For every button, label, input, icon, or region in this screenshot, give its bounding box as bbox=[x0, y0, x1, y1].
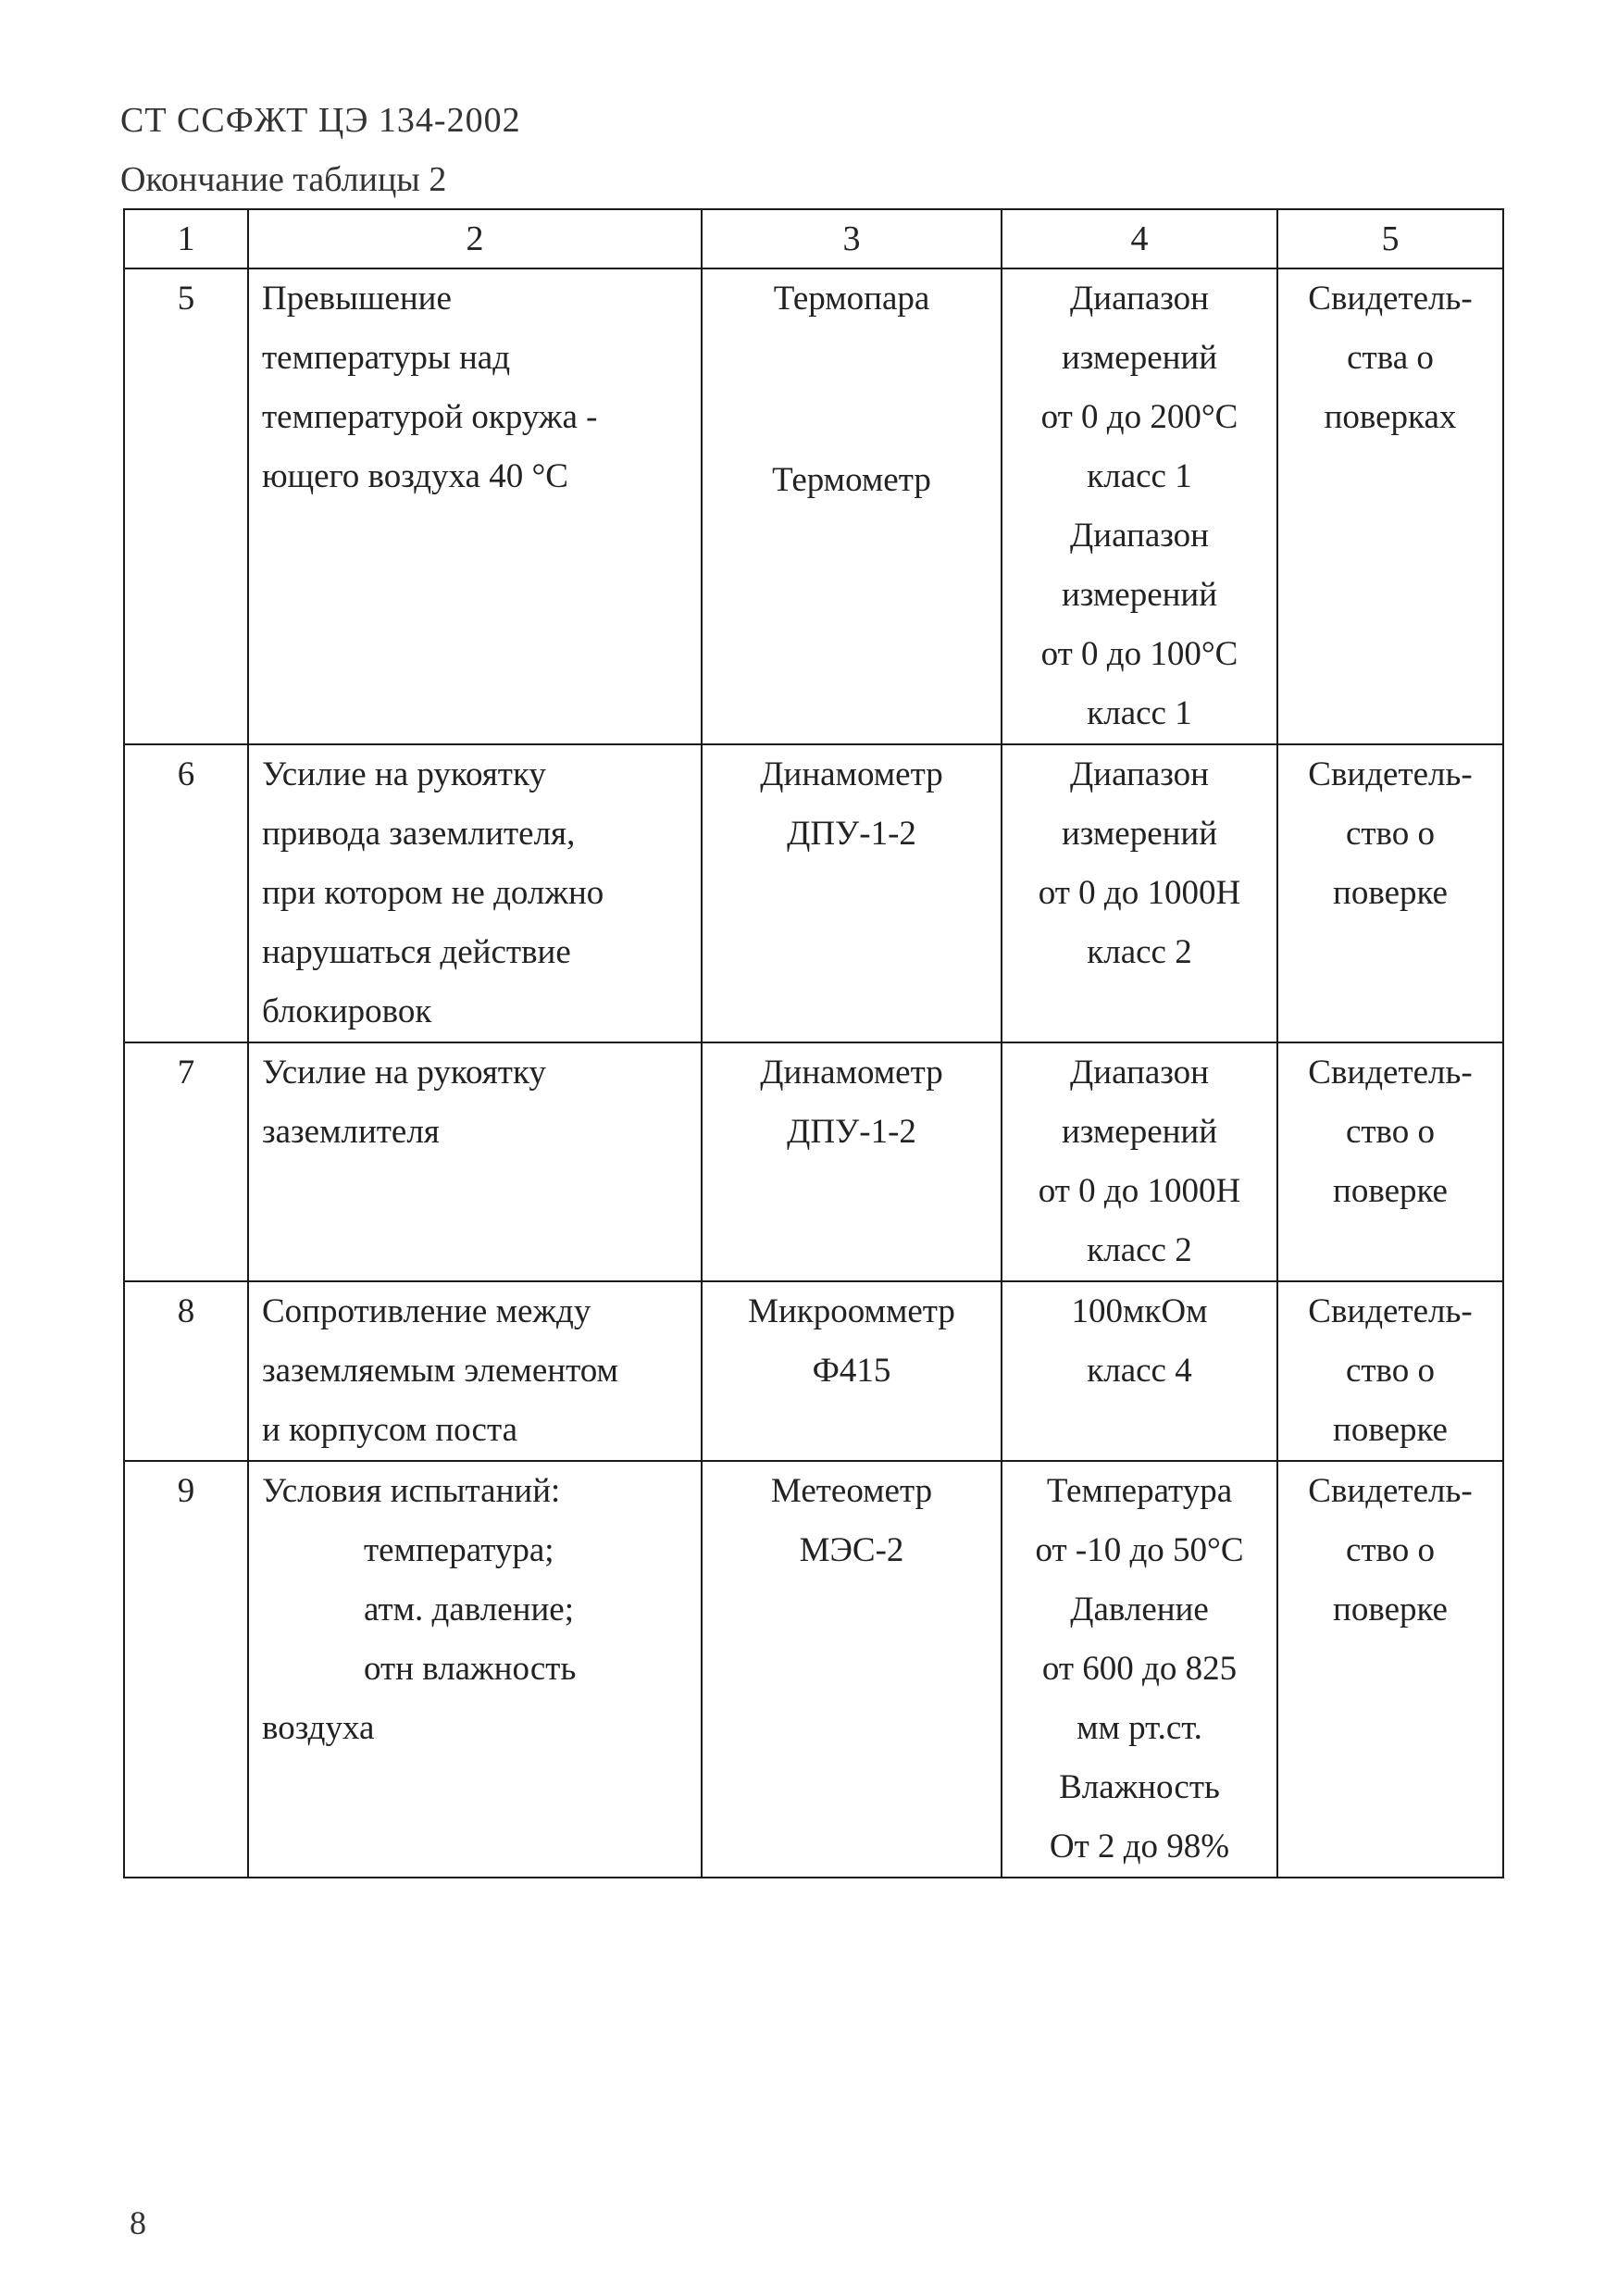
instrument-line: Микроомметр bbox=[748, 1292, 955, 1330]
range-line: от 600 до 825 bbox=[1041, 1650, 1238, 1688]
document-cell bbox=[1277, 1281, 1503, 1461]
parameter-line: температурой окружа - bbox=[262, 398, 598, 436]
instrument-line: Термопара bbox=[773, 280, 930, 318]
range-line: Диапазон bbox=[1070, 755, 1209, 793]
parameter-cell bbox=[248, 744, 702, 1042]
range-line: измерений bbox=[1061, 576, 1218, 614]
range-line: класс 2 bbox=[1087, 933, 1192, 971]
instrument-line: Динамометр bbox=[760, 755, 943, 793]
range-line: от -10 до 50°С bbox=[1035, 1531, 1244, 1569]
column-number-row bbox=[124, 209, 1503, 268]
document-line: Свидетель- bbox=[1308, 755, 1473, 793]
row-number-cell bbox=[124, 268, 248, 744]
instrument-cell bbox=[702, 1042, 1002, 1281]
range-line: Влажность bbox=[1059, 1768, 1220, 1806]
parameter-line: температура; bbox=[364, 1531, 554, 1569]
instrument-line: ДПУ-1-2 bbox=[787, 815, 916, 853]
range-line: от 0 до 100°С bbox=[1040, 635, 1238, 673]
document-cell bbox=[1277, 1042, 1503, 1281]
row-number: 6 bbox=[177, 755, 195, 793]
instrument-cell bbox=[702, 744, 1002, 1042]
parameter-line: ющего воздуха 40 °С bbox=[262, 457, 568, 495]
column-number-5: 5 bbox=[1277, 209, 1503, 268]
range-line: Давление bbox=[1070, 1591, 1209, 1628]
parameter-line: при котором не должно bbox=[262, 874, 604, 912]
row-number: 5 bbox=[177, 280, 195, 318]
instrument-line: МЭС-2 bbox=[799, 1531, 904, 1569]
range-line: От 2 до 98% bbox=[1049, 1828, 1230, 1866]
row-number-cell bbox=[124, 1461, 248, 1878]
parameter-cell bbox=[248, 1461, 702, 1878]
instrument-cell bbox=[702, 268, 1002, 744]
parameter-line: Сопротивление между bbox=[262, 1292, 591, 1330]
parameter-line: Условия испытаний: bbox=[262, 1472, 561, 1510]
parameter-line: Усилие на рукоятку bbox=[262, 1054, 546, 1092]
document-line: Свидетель- bbox=[1308, 1472, 1473, 1510]
range-line: 100мкОм bbox=[1071, 1292, 1208, 1330]
instrument-line: Ф415 bbox=[812, 1352, 891, 1390]
range-line: класс 1 bbox=[1087, 694, 1192, 732]
instrument-cell bbox=[702, 1461, 1002, 1878]
parameter-line: заземлителя bbox=[262, 1113, 440, 1151]
document-line: поверках bbox=[1324, 398, 1457, 436]
range-line: Диапазон bbox=[1070, 280, 1209, 318]
document-line: поверке bbox=[1333, 1172, 1448, 1210]
document-line: поверке bbox=[1333, 1591, 1448, 1628]
parameter-line: заземляемым элементом bbox=[262, 1352, 618, 1390]
range-cell bbox=[1002, 1281, 1277, 1461]
document-cell bbox=[1277, 744, 1503, 1042]
row-number-cell bbox=[124, 1281, 248, 1461]
range-cell bbox=[1002, 268, 1277, 744]
instrument-line: Динамометр bbox=[760, 1054, 943, 1092]
row-number-cell bbox=[124, 744, 248, 1042]
range-line: Диапазон bbox=[1070, 517, 1209, 555]
document-line: ства о bbox=[1347, 339, 1434, 377]
verification-table bbox=[123, 208, 1504, 1878]
document-line: ство о bbox=[1345, 1113, 1436, 1151]
instrument-line: ДПУ-1-2 bbox=[787, 1113, 916, 1151]
range-line: класс 1 bbox=[1087, 457, 1192, 495]
table-row bbox=[124, 1281, 1503, 1461]
range-line: измерений bbox=[1061, 1113, 1218, 1151]
range-line: измерений bbox=[1061, 339, 1218, 377]
document-line: ство о bbox=[1345, 815, 1436, 853]
document-line: поверке bbox=[1333, 1411, 1448, 1449]
parameter-line: воздуха bbox=[262, 1709, 375, 1747]
range-line: класс 2 bbox=[1087, 1231, 1192, 1269]
parameter-line: нарушаться действие bbox=[262, 933, 571, 971]
parameter-cell bbox=[248, 268, 702, 744]
range-line: от 0 до 1000Н bbox=[1038, 874, 1241, 912]
range-line: Диапазон bbox=[1070, 1054, 1209, 1092]
table-caption: Окончание таблицы 2 bbox=[120, 160, 447, 199]
instrument-line: Термометр bbox=[772, 461, 931, 499]
parameter-line: Усилие на рукоятку bbox=[262, 755, 546, 793]
column-number-1: 1 bbox=[124, 209, 248, 268]
range-line: измерений bbox=[1061, 815, 1218, 853]
document-code: СТ ССФЖТ ЦЭ 134-2002 bbox=[120, 101, 521, 140]
instrument-line: Метеометр bbox=[770, 1472, 933, 1510]
row-number: 7 bbox=[177, 1054, 195, 1092]
range-line: класс 4 bbox=[1087, 1352, 1192, 1390]
table-row bbox=[124, 1461, 1503, 1878]
table-row bbox=[124, 744, 1503, 1042]
table-row bbox=[124, 1042, 1503, 1281]
instrument-cell bbox=[702, 1281, 1002, 1461]
row-number-cell bbox=[124, 1042, 248, 1281]
range-cell bbox=[1002, 744, 1277, 1042]
table-row bbox=[124, 268, 1503, 744]
document-line: Свидетель- bbox=[1308, 1054, 1473, 1092]
row-number: 9 bbox=[177, 1472, 195, 1510]
range-line: мм рт.ст. bbox=[1077, 1709, 1202, 1747]
document-line: Свидетель- bbox=[1308, 1292, 1473, 1330]
document-line: Свидетель- bbox=[1308, 280, 1473, 318]
document-cell bbox=[1277, 1461, 1503, 1878]
document-line: ство о bbox=[1345, 1352, 1436, 1390]
parameter-line: и корпусом поста bbox=[262, 1411, 518, 1449]
range-line: Температура bbox=[1046, 1472, 1233, 1510]
document-line: поверке bbox=[1333, 874, 1448, 912]
parameter-line: атм. давление; bbox=[364, 1591, 574, 1628]
parameter-line: Превышение bbox=[262, 280, 452, 318]
range-line: от 0 до 1000Н bbox=[1038, 1172, 1241, 1210]
parameter-cell bbox=[248, 1042, 702, 1281]
parameter-line: привода заземлителя, bbox=[262, 815, 576, 853]
range-line: от 0 до 200°С bbox=[1040, 398, 1238, 436]
range-cell bbox=[1002, 1461, 1277, 1878]
range-cell bbox=[1002, 1042, 1277, 1281]
column-number-3: 3 bbox=[702, 209, 1002, 268]
parameter-line: температуры над bbox=[262, 339, 511, 377]
parameter-cell bbox=[248, 1281, 702, 1461]
row-number: 8 bbox=[177, 1292, 195, 1330]
column-number-2: 2 bbox=[248, 209, 702, 268]
parameter-line: блокировок bbox=[262, 992, 432, 1030]
parameter-line: отн влажность bbox=[364, 1650, 577, 1688]
page-number: 8 bbox=[130, 2204, 146, 2241]
document-cell bbox=[1277, 268, 1503, 744]
column-number-4: 4 bbox=[1002, 209, 1277, 268]
document-line: ство о bbox=[1345, 1531, 1436, 1569]
